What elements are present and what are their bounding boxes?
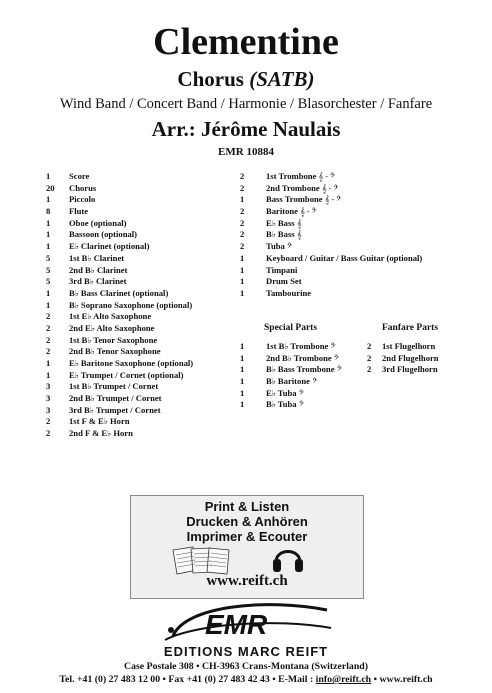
part-row: 2 2nd B♭ Tenor Saxophone [46, 346, 161, 357]
clef-icon: 𝄢 [298, 388, 304, 398]
part-row: 1 Keyboard / Guitar / Bass Guitar (optional) [240, 252, 423, 263]
emr-logo-icon [155, 600, 337, 644]
part-row: 1 Oboe (optional) [46, 217, 127, 228]
part-row: 1 Piccolo [46, 194, 96, 205]
part-row: 2 B♭ Bass 𝄞 [240, 229, 302, 240]
part-row: 1 Tambourine [240, 287, 312, 298]
subtitle-voicing: (SATB) [249, 67, 315, 91]
part-row: 1 B♭ Soprano Saxophone (optional) [46, 299, 193, 310]
part-row: 2 Tuba 𝄢 [240, 241, 293, 252]
part-row: 3 2nd B♭ Trumpet / Cornet [46, 393, 162, 404]
part-row: 1 B♭ Baritone 𝄢 [240, 376, 318, 387]
fanfare-parts-heading: Fanfare Parts [382, 323, 439, 333]
print-listen-box [130, 495, 364, 599]
part-row: 1 Bassoon (optional) [46, 229, 138, 240]
part-row: 2 E♭ Bass 𝄞 [240, 217, 302, 228]
email-link[interactable]: info@reift.ch [315, 674, 372, 685]
clef-icon: 𝄢 [330, 342, 336, 351]
promo-line-french: Imprimer & Ecouter [186, 529, 308, 544]
part-row: 2 2nd Trombone 𝄞 - 𝄢 [240, 182, 339, 193]
promo-url[interactable]: www.reift.ch [206, 573, 288, 589]
part-row: 3 3rd B♭ Trumpet / Cornet [46, 404, 161, 415]
part-row: 3 1st B♭ Trumpet / Cornet [46, 381, 159, 392]
clef-icon: 𝄢 [312, 377, 318, 387]
part-row: 1 E♭ Clarinet (optional) [46, 241, 150, 252]
promo-line-english: Print & Listen [204, 499, 290, 514]
special-parts-list [240, 341, 342, 411]
part-row: 2 2nd F & E♭ Horn [46, 428, 133, 439]
part-row: 2 1st Flugelhorn [367, 341, 436, 351]
logo-text: EMR [205, 609, 268, 640]
part-row: 1 E♭ Trumpet / Cornet (optional) [46, 369, 184, 380]
piece-title: Clementine [153, 21, 339, 63]
part-row: 2 2nd Flugelhorn [367, 352, 439, 363]
sheet-music-icon [171, 546, 235, 576]
part-row: 1 E♭ Tuba 𝄢 [240, 387, 304, 398]
part-row: 2 2nd E♭ Alto Saxophone [46, 322, 155, 333]
publisher-name: EDITIONS MARC REIFT [163, 644, 329, 659]
special-parts-heading: Special Parts [264, 323, 318, 333]
part-row: 20 Chorus [46, 182, 97, 193]
part-row: 2 1st E♭ Alto Saxophone [46, 311, 152, 322]
part-row: 1 Score [46, 171, 90, 181]
part-row: 2 3rd Flugelhorn [367, 364, 438, 375]
clef-icon: 𝄞 - 𝄢 [324, 195, 342, 205]
clef-icon: 𝄞 [296, 218, 302, 228]
clef-icon: 𝄢 [333, 353, 339, 363]
parts-list-right [240, 171, 422, 300]
clef-icon: 𝄞 [296, 230, 302, 240]
clef-icon: 𝄢 [286, 242, 293, 252]
clef-icon: 𝄞 - 𝄢 [318, 172, 336, 181]
part-row: 8 Flute [46, 206, 89, 217]
part-row: 1 Timpani [240, 264, 298, 275]
part-row: 1 1st B♭ Trombone 𝄢 [240, 341, 336, 351]
publisher-address: Case Postale 308 • CH-3963 Crans-Montana (Switzerland) [124, 661, 368, 672]
band-types: Wind Band / Concert Band / Harmonie / Blasorchester / Fanfare [59, 96, 433, 112]
part-row: 2 1st B♭ Tenor Saxophone [46, 334, 158, 345]
clef-icon: 𝄞 - 𝄢 [300, 207, 317, 217]
subtitle-main: Chorus [177, 67, 244, 91]
part-row: 5 2nd B♭ Clarinet [46, 264, 128, 275]
part-row: 1 B♭ Tuba 𝄢 [240, 399, 304, 410]
part-row: 1 2nd B♭ Trombone 𝄢 [240, 352, 339, 363]
part-row: 1 B♭ Bass Clarinet (optional) [46, 287, 169, 298]
publisher-contact: Tel. +41 (0) 27 483 12 00 • Fax +41 (0) 27 483 42 43 • E-Mail : info@reift.ch • www.reift.ch [59, 674, 433, 685]
fanfare-parts-list [367, 341, 439, 376]
catalog-number: EMR 10884 [218, 146, 274, 158]
clef-icon: 𝄞 - 𝄢 [321, 183, 339, 193]
part-row: 5 1st B♭ Clarinet [46, 252, 125, 263]
part-row: 1 B♭ Bass Trombone 𝄢 [240, 364, 342, 375]
part-row: 1 Drum Set [240, 276, 302, 287]
promo-line-german: Drucken & Anhören [186, 514, 308, 529]
clef-icon: 𝄢 [336, 365, 342, 375]
part-row: 1 Bass Trombone 𝄞 - 𝄢 [240, 194, 342, 205]
part-row: 5 3rd B♭ Clarinet [46, 276, 127, 287]
clef-icon: 𝄢 [298, 400, 304, 410]
parts-list-left [46, 171, 193, 440]
part-row: 2 1st F & E♭ Horn [46, 416, 130, 427]
arranger: Arr.: Jérôme Naulais [151, 117, 341, 141]
subtitle [0, 66, 492, 92]
headphones-icon [271, 542, 305, 574]
part-row: 1 E♭ Baritone Saxophone (optional) [46, 358, 194, 368]
part-row: 2 1st Trombone 𝄞 - 𝄢 [240, 171, 336, 181]
part-row: 2 Baritone 𝄞 - 𝄢 [240, 206, 317, 217]
